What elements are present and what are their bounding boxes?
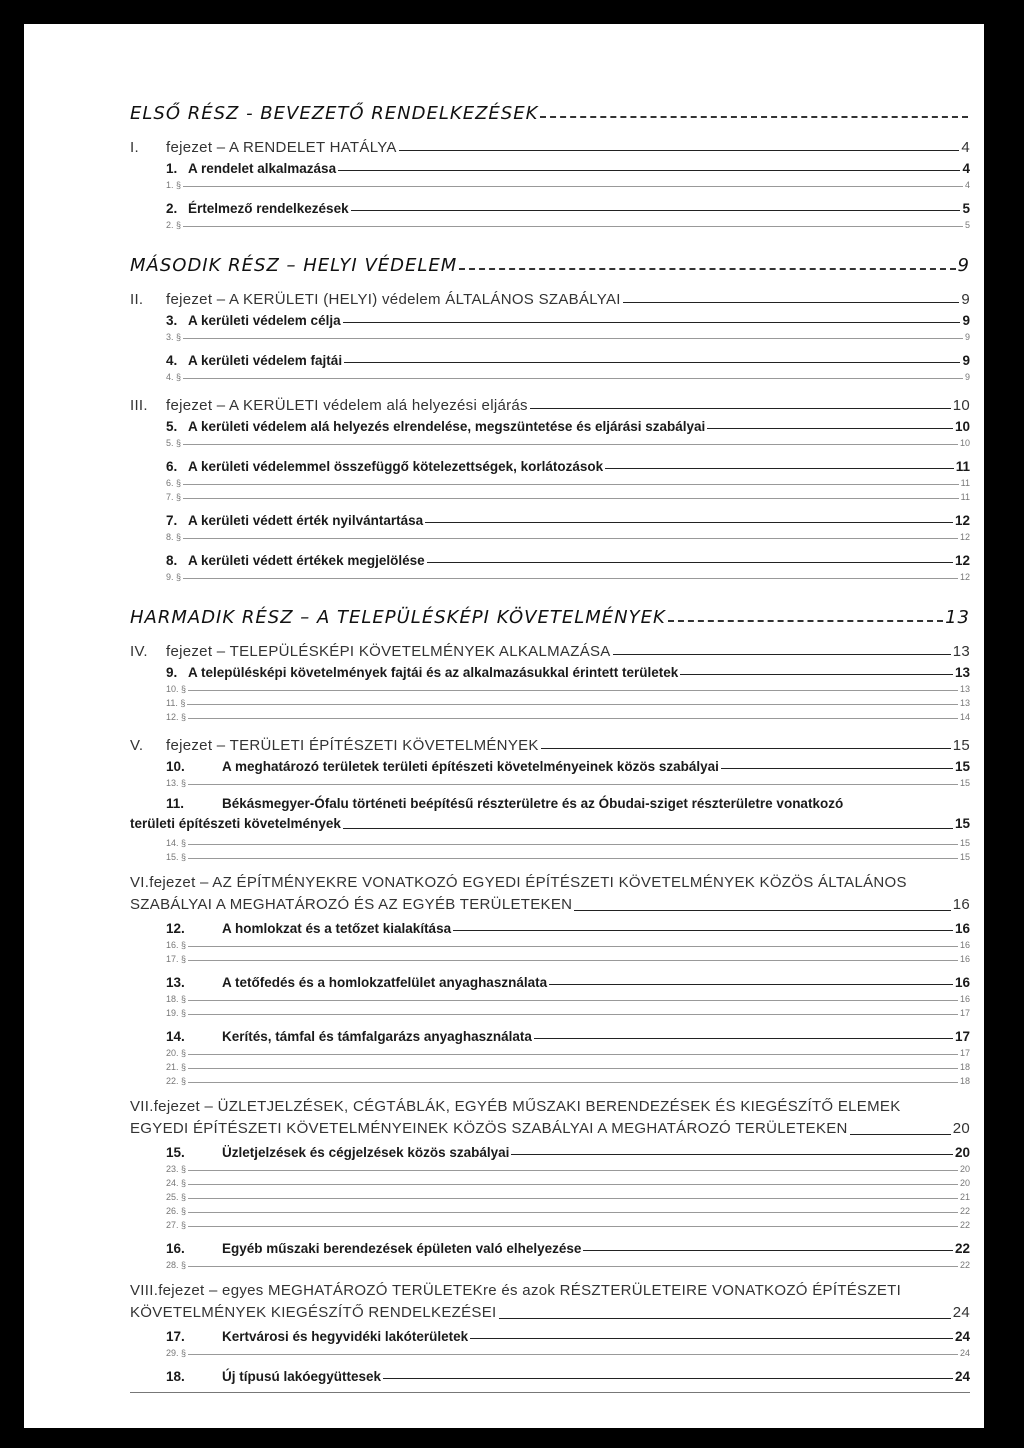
- toc-par-entry[interactable]: [130, 474, 970, 488]
- toc-page-number: 12: [954, 513, 970, 528]
- toc-entry-title: 18. §: [166, 994, 187, 1004]
- toc-page-number: 24: [959, 1348, 970, 1358]
- toc-entry-title: 24. §: [166, 1178, 187, 1188]
- toc-entry-title: ELSŐ RÉSZ - BEVEZETŐ RENDELKEZÉSEK: [130, 103, 539, 124]
- toc-leader-line: [188, 858, 958, 859]
- toc-entry-number: III.: [130, 397, 148, 414]
- toc-entry-number: VII.: [130, 1098, 154, 1115]
- toc-entry-title: 23. §: [166, 1164, 187, 1174]
- toc-entry-title: 7. §: [166, 492, 182, 502]
- toc-leader-line: [188, 1082, 958, 1083]
- toc-leader-line: [425, 522, 953, 523]
- toc-leader-line: [188, 1068, 958, 1069]
- toc-par-entry[interactable]: [130, 848, 970, 862]
- toc-leader-line: [188, 1212, 958, 1213]
- toc-entry-title: 20. §: [166, 1048, 187, 1058]
- toc-entry-number: 1.: [166, 161, 178, 176]
- toc-section-entry[interactable]: [130, 1024, 970, 1044]
- toc-leader-line: [338, 170, 960, 171]
- toc-entry-title: 27. §: [166, 1220, 187, 1230]
- toc-leader-line: [383, 1378, 953, 1379]
- toc-entry-number: 14.: [166, 1029, 185, 1044]
- toc-leader-line: [188, 1184, 958, 1185]
- toc-entry-number: 4.: [166, 353, 178, 368]
- toc-leader-line: [583, 1250, 953, 1251]
- toc-chapter-entry[interactable]: [130, 392, 970, 414]
- toc-page-number: 4: [961, 139, 970, 156]
- toc-page-number: 15: [952, 737, 970, 754]
- toc-par-entry[interactable]: [130, 1188, 970, 1202]
- toc-leader-line: [613, 654, 951, 655]
- toc-entry-title: Értelmező rendelkezések: [188, 201, 349, 216]
- toc-par-entry[interactable]: [130, 328, 970, 342]
- toc-page-number: 13: [952, 643, 970, 660]
- toc-page-number: 9: [964, 372, 970, 382]
- toc-leader-line: [183, 378, 963, 379]
- toc-par-entry[interactable]: [130, 1256, 970, 1270]
- toc-leader-line: [499, 1318, 951, 1319]
- toc-leader-line: [470, 1338, 953, 1339]
- toc-leader-line: [188, 960, 958, 961]
- toc-entry-title-continued: területi építészeti követelmények: [130, 816, 341, 831]
- toc-entry-title: Békásmegyer-Ófalu történeti beépítésű részterületre és az Óbudai-sziget részterületre vonatkozó: [222, 796, 844, 811]
- toc-par-entry[interactable]: [130, 568, 970, 582]
- toc-entry-number: 2.: [166, 201, 178, 216]
- toc-page-number: 5: [964, 220, 970, 230]
- toc-leader-line: [721, 768, 953, 769]
- toc-page-number: 16: [959, 994, 970, 1004]
- toc-entry-number: 8.: [166, 553, 178, 568]
- toc-leader-line: [188, 844, 958, 845]
- toc-par-entry[interactable]: [130, 950, 970, 964]
- toc-entry-number: II.: [130, 291, 144, 308]
- toc-entry-number: VI.: [130, 874, 150, 891]
- toc-leader-line: [850, 1134, 951, 1135]
- toc-chapter-entry[interactable]: [130, 1096, 970, 1140]
- toc-page-number: 16: [959, 940, 970, 950]
- toc-section-entry[interactable]: [130, 454, 970, 474]
- toc-entry-title: A kerületi védelemmel összefüggő kötelezettségek, korlátozások: [188, 459, 604, 474]
- toc-leader-line: [511, 1154, 953, 1155]
- toc-entry-title: A kerületi védelem alá helyezés elrendelése, megszüntetése és eljárási szabályai: [188, 419, 706, 434]
- toc-leader-line: [188, 1170, 958, 1171]
- toc-leader-line: [707, 428, 953, 429]
- toc-entry-title: Üzletjelzések és cégjelzések közös szabályai: [222, 1145, 510, 1160]
- toc-page-number: 11: [960, 492, 970, 502]
- toc-chapter-entry[interactable]: [130, 286, 970, 308]
- toc-leader-line: [183, 338, 963, 339]
- toc-chapter-entry[interactable]: [130, 134, 970, 156]
- toc-entry-title: 2. §: [166, 220, 182, 230]
- toc-page-number: 10: [952, 397, 970, 414]
- toc-entry-title: fejezet – TERÜLETI ÉPÍTÉSZETI KÖVETELMÉNYEK: [166, 737, 539, 754]
- toc-entry-title: fejezet – A KERÜLETI (HELYI) védelem ÁLTALÁNOS SZABÁLYAI: [166, 291, 621, 308]
- toc-entry-title: 16. §: [166, 940, 187, 950]
- toc-section-entry[interactable]: [130, 1364, 970, 1384]
- toc-leader-line: [541, 748, 951, 749]
- toc-entry-title: Új típusú lakóegyüttesek: [222, 1369, 382, 1384]
- document-page: [24, 24, 984, 1428]
- toc-par-entry[interactable]: [130, 708, 970, 722]
- table-of-contents: [130, 94, 970, 1393]
- toc-page-number: 14: [959, 712, 970, 722]
- toc-section-entry[interactable]: [130, 794, 970, 834]
- toc-page-number: 15: [959, 852, 970, 862]
- toc-leader-line: [534, 1038, 953, 1039]
- toc-leader-line: [183, 578, 958, 579]
- toc-entry-title: HARMADIK RÉSZ – A TELEPÜLÉSKÉPI KÖVETELMÉNYEK: [130, 607, 666, 628]
- toc-par-entry[interactable]: [130, 1058, 970, 1072]
- toc-page-number: 4: [964, 180, 970, 190]
- toc-leader-line: [680, 674, 953, 675]
- toc-page-number: 13: [945, 607, 970, 628]
- toc-entry-number: 6.: [166, 459, 178, 474]
- toc-par-entry[interactable]: [130, 1174, 970, 1188]
- toc-entry-title: 26. §: [166, 1206, 187, 1216]
- toc-page-number: 17: [959, 1048, 970, 1058]
- toc-entry-number: 5.: [166, 419, 178, 434]
- toc-section-entry[interactable]: [130, 548, 970, 568]
- toc-entry-title: fejezet – AZ ÉPÍTMÉNYEKRE VONATKOZÓ EGYEDI ÉPÍTÉSZETI KÖVETELMÉNYEK KÖZÖS ÁLTALÁNOS: [149, 874, 907, 891]
- toc-entry-title: fejezet – TELEPÜLÉSKÉPI KÖVETELMÉNYEK ALKALMAZÁSA: [166, 643, 611, 660]
- toc-section-entry[interactable]: [130, 196, 970, 216]
- toc-entry-title: 12. §: [166, 712, 187, 722]
- toc-entry-title: 29. §: [166, 1348, 187, 1358]
- toc-entry-title-continued: EGYEDI ÉPÍTÉSZETI KÖVETELMÉNYEINEK KÖZÖS SZABÁLYAI A MEGHATÁROZÓ TERÜLETEKEN: [130, 1120, 848, 1137]
- toc-entry-title: A kerületi védelem célja: [188, 313, 341, 328]
- toc-par-entry[interactable]: [130, 368, 970, 382]
- toc-page-number: 13: [954, 665, 970, 680]
- toc-section-entry[interactable]: [130, 414, 970, 434]
- toc-par-entry[interactable]: [130, 488, 970, 502]
- toc-page-number: 20: [954, 1145, 970, 1160]
- toc-page-number: 13: [959, 684, 970, 694]
- toc-entry-number: 12.: [166, 921, 185, 936]
- toc-section-entry[interactable]: [130, 156, 970, 176]
- toc-leader-line: [343, 322, 961, 323]
- toc-page-number: 17: [954, 1029, 970, 1044]
- toc-entry-title: Egyéb műszaki berendezések épületen való elhelyezése: [222, 1241, 582, 1256]
- toc-leader-line: [188, 718, 958, 719]
- toc-entry-title: fejezet – ÜZLETJELZÉSEK, CÉGTÁBLÁK, EGYÉB MŰSZAKI BERENDEZÉSEK ÉS KIEGÉSZÍTŐ ELEMEK: [153, 1098, 901, 1115]
- toc-page-number: 18: [959, 1062, 970, 1072]
- toc-par-entry[interactable]: [130, 774, 970, 788]
- toc-leader-line: [344, 362, 960, 363]
- toc-par-entry[interactable]: [130, 1004, 970, 1018]
- toc-leader-line: [605, 468, 954, 469]
- toc-par-entry[interactable]: [130, 834, 970, 848]
- toc-entry-title: 9. §: [166, 572, 182, 582]
- toc-entry-number: 18.: [166, 1369, 185, 1384]
- toc-entry-title: A kerületi védett értékek megjelölése: [188, 553, 425, 568]
- toc-page-number: 20: [952, 1120, 970, 1137]
- toc-chapter-entry[interactable]: [130, 638, 970, 660]
- toc-page-number: 12: [954, 553, 970, 568]
- toc-section-entry[interactable]: [130, 970, 970, 990]
- toc-par-entry[interactable]: [130, 936, 970, 950]
- toc-page-number: 18: [959, 1076, 970, 1086]
- toc-page-number: 22: [954, 1241, 970, 1256]
- toc-page-number: 16: [954, 921, 970, 936]
- toc-section-entry[interactable]: [130, 1140, 970, 1160]
- toc-entry-title: fejezet – A KERÜLETI védelem alá helyezési eljárás: [166, 397, 528, 414]
- toc-page-number: 20: [959, 1164, 970, 1174]
- toc-section-entry[interactable]: [130, 508, 970, 528]
- toc-leader-line: [183, 186, 963, 187]
- toc-entry-number: V.: [130, 737, 144, 754]
- toc-page-number: 16: [959, 954, 970, 964]
- toc-entry-number: IV.: [130, 643, 148, 660]
- toc-page-number: 24: [954, 1369, 970, 1384]
- toc-chapter-entry[interactable]: [130, 1280, 970, 1324]
- toc-section-entry[interactable]: [130, 348, 970, 368]
- toc-leader-line: [188, 1266, 958, 1267]
- toc-entry-number: 15.: [166, 1145, 185, 1160]
- toc-part-entry[interactable]: [130, 246, 970, 276]
- toc-entry-number: 7.: [166, 513, 178, 528]
- toc-leader-line: [453, 930, 953, 931]
- toc-entry-title: 6. §: [166, 478, 182, 488]
- toc-page-number: 16: [954, 975, 970, 990]
- toc-entry-title: 8. §: [166, 532, 182, 542]
- toc-page-number: 15: [954, 759, 970, 774]
- toc-entry-title: A meghatározó területek területi építészeti követelményeinek közös szabályai: [222, 759, 719, 774]
- toc-entry-title: 19. §: [166, 1008, 187, 1018]
- toc-leader-line: [188, 690, 958, 691]
- toc-entry-number: 13.: [166, 975, 185, 990]
- toc-entry-title: 22. §: [166, 1076, 187, 1086]
- toc-leader-line: [188, 1000, 958, 1001]
- toc-page-number: 22: [959, 1220, 970, 1230]
- toc-page-number: 9: [961, 291, 970, 308]
- toc-page-number: 9: [957, 255, 970, 276]
- toc-entry-title-continued: KÖVETELMÉNYEK KIEGÉSZÍTŐ RENDELKEZÉSEI: [130, 1304, 497, 1321]
- toc-end-rule: [130, 1392, 970, 1393]
- toc-par-entry[interactable]: [130, 694, 970, 708]
- toc-leader-line: [188, 1226, 958, 1227]
- toc-page-number: 9: [962, 313, 970, 328]
- toc-page-number: 10: [959, 438, 970, 448]
- toc-par-entry[interactable]: [130, 680, 970, 694]
- toc-entry-title: A homlokzat és a tetőzet kialakítása: [222, 921, 452, 936]
- toc-page-number: 20: [959, 1178, 970, 1188]
- toc-page-number: 9: [962, 353, 970, 368]
- toc-page-number: 11: [955, 459, 970, 474]
- toc-entry-title: MÁSODIK RÉSZ – HELYI VÉDELEM: [130, 255, 458, 276]
- toc-entry-title: fejezet – egyes MEGHATÁROZÓ TERÜLETEKre és azok RÉSZTERÜLETEIRE VONATKOZÓ ÉPÍTÉSZETI: [158, 1282, 902, 1299]
- toc-chapter-entry[interactable]: [130, 732, 970, 754]
- toc-entry-title-continued: SZABÁLYAI A MEGHATÁROZÓ ÉS AZ EGYÉB TERÜLETEKEN: [130, 896, 573, 913]
- toc-leader-line: [183, 538, 958, 539]
- toc-section-entry[interactable]: [130, 754, 970, 774]
- toc-page-number: 12: [959, 532, 970, 542]
- toc-section-entry[interactable]: [130, 660, 970, 680]
- toc-leader-line: [187, 704, 958, 705]
- toc-page-number: 5: [962, 201, 970, 216]
- toc-page-number: 24: [954, 1329, 970, 1344]
- toc-entry-title: 4. §: [166, 372, 182, 382]
- toc-par-entry[interactable]: [130, 1216, 970, 1230]
- toc-par-entry[interactable]: [130, 1202, 970, 1216]
- toc-par-entry[interactable]: [130, 528, 970, 542]
- toc-section-entry[interactable]: [130, 1324, 970, 1344]
- toc-page-number: 10: [954, 419, 970, 434]
- toc-entry-number: 9.: [166, 665, 178, 680]
- toc-entry-title: 3. §: [166, 332, 182, 342]
- toc-par-entry[interactable]: [130, 1044, 970, 1058]
- toc-page-number: 9: [964, 332, 970, 342]
- toc-entry-title: 28. §: [166, 1260, 187, 1270]
- toc-entry-title: Kerítés, támfal és támfalgarázs anyaghasználata: [222, 1029, 532, 1044]
- toc-entry-title: A kerületi védelem fajtái: [188, 353, 343, 368]
- toc-page-number: 13: [959, 698, 970, 708]
- toc-par-entry[interactable]: [130, 216, 970, 230]
- toc-chapter-entry[interactable]: [130, 872, 970, 916]
- toc-page-number: 15: [959, 838, 970, 848]
- toc-par-entry[interactable]: [130, 176, 970, 190]
- toc-page-number: 17: [959, 1008, 970, 1018]
- toc-part-entry[interactable]: [130, 598, 970, 628]
- toc-leader-line: [188, 1014, 958, 1015]
- toc-page-number: 12: [959, 572, 970, 582]
- toc-leader-line: [574, 910, 950, 911]
- toc-leader-line: [188, 784, 958, 785]
- toc-entry-title: 15. §: [166, 852, 187, 862]
- toc-leader-line: [188, 1054, 958, 1055]
- toc-entry-title: 5. §: [166, 438, 182, 448]
- toc-entry-title: A kerületi védett érték nyilvántartása: [188, 513, 424, 528]
- toc-section-entry[interactable]: [130, 308, 970, 328]
- toc-leader-line: [188, 1198, 958, 1199]
- toc-entry-title: 11. §: [166, 698, 186, 708]
- toc-entry-title: 14. §: [166, 838, 187, 848]
- toc-entry-title: 13. §: [166, 778, 187, 788]
- toc-leader-line: [183, 444, 958, 445]
- toc-section-entry[interactable]: [130, 1236, 970, 1256]
- toc-leader-line: [623, 302, 960, 303]
- toc-page-number: 15: [959, 778, 970, 788]
- toc-page-number: 22: [959, 1260, 970, 1270]
- toc-par-entry[interactable]: [130, 1344, 970, 1358]
- toc-entry-title: A tetőfedés és a homlokzatfelület anyaghasználata: [222, 975, 548, 990]
- toc-page-number: 4: [962, 161, 970, 176]
- toc-entry-number: VIII.: [130, 1282, 159, 1299]
- toc-page-number: 11: [960, 478, 970, 488]
- toc-entry-number: 10.: [166, 759, 185, 774]
- toc-leader-line: [343, 828, 953, 829]
- toc-entry-number: 11.: [166, 796, 185, 811]
- toc-entry-title: fejezet – A RENDELET HATÁLYA: [166, 139, 397, 156]
- toc-page-number: 22: [959, 1206, 970, 1216]
- toc-entry-title: 25. §: [166, 1192, 187, 1202]
- toc-leader-line: [549, 984, 953, 985]
- toc-leader-line: [188, 946, 958, 947]
- toc-par-entry[interactable]: [130, 990, 970, 1004]
- toc-leader-line: [668, 620, 943, 622]
- toc-section-entry[interactable]: [130, 916, 970, 936]
- toc-leader-line: [183, 498, 959, 499]
- toc-leader-line: [427, 562, 953, 563]
- toc-leader-line: [183, 226, 963, 227]
- toc-page-number: 15: [954, 816, 970, 831]
- toc-page-number: 24: [952, 1304, 970, 1321]
- toc-leader-line: [188, 1354, 958, 1355]
- toc-entry-number: 17.: [166, 1329, 185, 1344]
- toc-leader-line: [351, 210, 961, 211]
- toc-entry-title: 1. §: [166, 180, 182, 190]
- toc-entry-title: 21. §: [166, 1062, 187, 1072]
- toc-par-entry[interactable]: [130, 1160, 970, 1174]
- toc-entry-title: 17. §: [166, 954, 187, 964]
- toc-par-entry[interactable]: [130, 1072, 970, 1086]
- toc-entry-title: Kertvárosi és hegyvidéki lakóterületek: [222, 1329, 469, 1344]
- toc-part-entry[interactable]: [130, 94, 970, 124]
- toc-entry-number: I.: [130, 139, 139, 156]
- toc-entry-title: A településképi követelmények fajtái és az alkalmazásukkal érintett területek: [188, 665, 679, 680]
- toc-page-number: 21: [959, 1192, 970, 1202]
- toc-leader-line: [459, 268, 955, 270]
- toc-entry-number: 3.: [166, 313, 178, 328]
- toc-leader-line: [399, 150, 960, 151]
- toc-entry-number: 16.: [166, 1241, 185, 1256]
- toc-page-number: 16: [952, 896, 970, 913]
- toc-entry-title: 10. §: [166, 684, 187, 694]
- toc-leader-line: [183, 484, 959, 485]
- toc-leader-line: [530, 408, 951, 409]
- toc-par-entry[interactable]: [130, 434, 970, 448]
- toc-entry-title: A rendelet alkalmazása: [188, 161, 337, 176]
- toc-leader-line: [540, 116, 968, 118]
